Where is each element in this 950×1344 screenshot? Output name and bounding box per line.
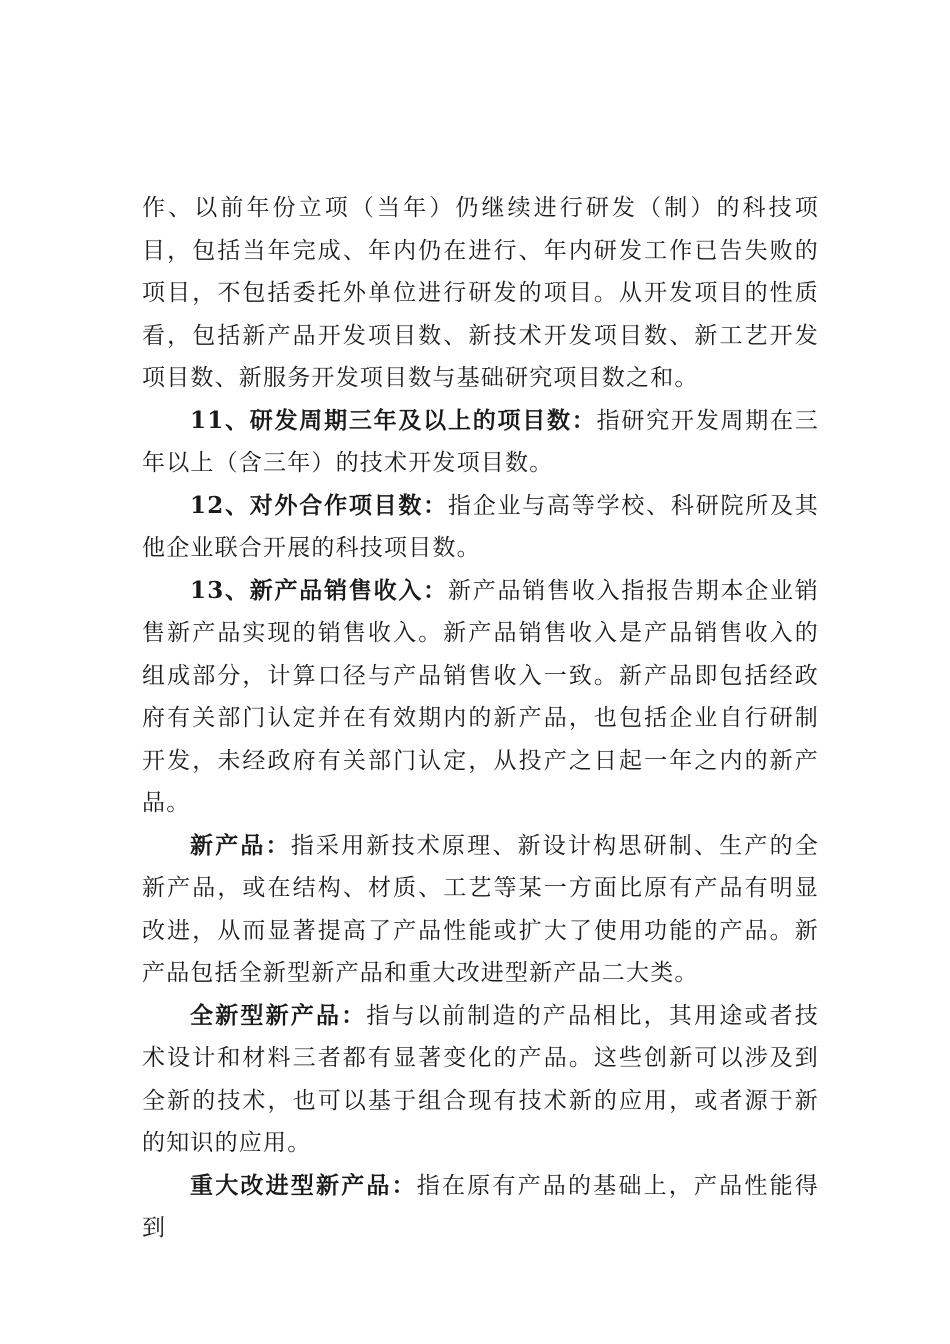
paragraph-term: 12、对外合作项目数： — [190, 491, 448, 519]
paragraph-external-cooperation — [142, 485, 819, 570]
paragraph-text: 指与以前制造的产品相比，其用途或者技术设计和材料三者都有显著变化的产品。这些创新可以涉及到全新的技术，也可以基于组合现有技术新的应用，或者源于新的知识的应用。 — [142, 1002, 819, 1156]
paragraph-text: 指在原有产品的基础上，产品性能得到 — [142, 1172, 819, 1241]
paragraph-text: 指采用新技术原理、新设计构思研制、生产的全新产品，或在结构、材质、工艺等某一方面比原有产品有明显改进，从而显著提高了产品性能或扩大了使用功能的产品。新产品包括全新型新产品和重大改进型新产品二大类。 — [142, 832, 819, 986]
paragraph-term: 重大改进型新产品： — [190, 1171, 417, 1199]
paragraph-new-product-revenue — [142, 570, 819, 825]
paragraph-text: 指企业与高等学校、科研院所及其他企业联合开展的科技项目数。 — [142, 492, 819, 561]
paragraph-term: 11、研发周期三年及以上的项目数： — [190, 406, 597, 434]
paragraph-brand-new-product — [142, 995, 819, 1165]
paragraph-term: 全新型新产品： — [190, 1001, 367, 1029]
paragraph-term: 13、新产品销售收入： — [190, 576, 448, 604]
paragraph-text: 新产品销售收入指报告期本企业销售新产品实现的销售收入。新产品销售收入是产品销售收入的组成部分，计算口径与产品销售收入一致。新产品即包括经政府有关部门认定并在有效期内的新产品，也包括企业自行研制开发，未经政府有关部门认定，从投产之日起一年之内的新产品。 — [142, 577, 819, 816]
paragraph-text: 作、以前年份立项（当年）仍继续进行研发（制）的科技项目，包括当年完成、年内仍在进行、年内研发工作已告失败的项目，不包括委托外单位进行研发的项目。从开发项目的性质看，包括新产品开发项目数、新技术开发项目数、新工艺开发项目数、新服务开发项目数与基础研究项目数之和。 — [142, 195, 819, 391]
paragraph-improved-product — [142, 1165, 819, 1250]
paragraph-long-cycle-projects — [142, 400, 819, 485]
paragraph-term: 新产品： — [190, 831, 291, 859]
document-body — [142, 187, 819, 1250]
paragraph-project-count-continued — [142, 187, 819, 400]
paragraph-text: 指研究开发周期在三年以上（含三年）的技术开发项目数。 — [142, 407, 819, 476]
paragraph-new-product — [142, 825, 819, 995]
